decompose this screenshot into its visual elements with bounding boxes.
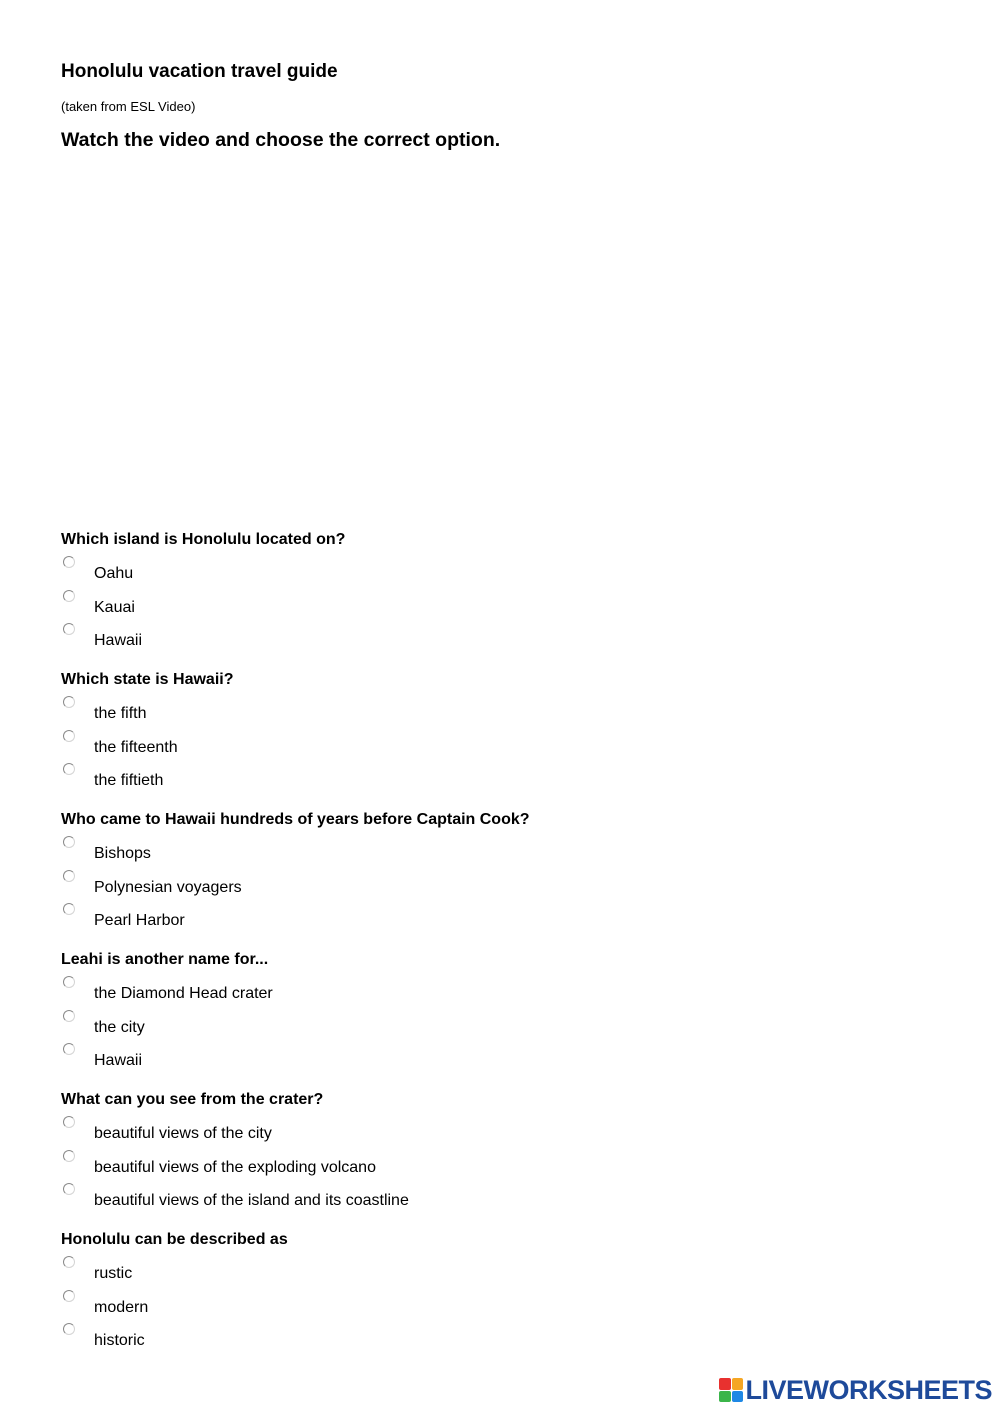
option-row [61,1286,961,1320]
option-row [61,866,961,900]
option-label[interactable]: the Diamond Head crater [94,985,273,1002]
radio-button[interactable] [63,590,75,602]
question-text: Honolulu can be described as [61,1231,288,1248]
option-row [61,619,961,653]
radio-button[interactable] [63,763,75,775]
logo-square-red [719,1378,731,1390]
option-label[interactable]: beautiful views of the island and its coastline [94,1192,409,1210]
radio-button[interactable] [63,1290,75,1302]
option-label[interactable]: modern [94,1298,149,1316]
option-label[interactable]: Bishops [94,845,151,862]
radio-button[interactable] [63,696,75,708]
radio-button[interactable] [63,870,75,882]
radio-button[interactable] [63,903,75,915]
option-label[interactable]: rustic [94,1265,133,1282]
radio-button[interactable] [63,1183,75,1195]
option-row [61,1039,961,1073]
liveworksheets-logo [719,1375,992,1405]
question-1 [61,530,961,670]
option-label[interactable]: the fiftieth [94,772,164,790]
option-row [61,1179,961,1213]
option-row [61,1112,961,1146]
option-label[interactable]: Polynesian voyagers [94,878,242,896]
question-text: Who came to Hawaii hundreds of years before Captain Cook? [61,811,530,828]
option-label[interactable]: Kauai [94,598,135,616]
radio-button[interactable] [63,1010,75,1022]
question-text: Which state is Hawaii? [61,671,234,688]
option-row [61,692,961,726]
radio-button[interactable] [63,976,75,988]
radio-button[interactable] [63,1256,75,1268]
radio-button[interactable] [63,730,75,742]
question-text: Leahi is another name for... [61,951,269,968]
question-text: Which island is Honolulu located on? [61,531,346,548]
option-label[interactable]: Oahu [94,565,134,582]
option-label[interactable]: historic [94,1332,145,1350]
question-5 [61,1090,961,1230]
logo-square-green [719,1391,731,1403]
option-label[interactable]: the fifth [94,705,147,722]
option-row [61,726,961,760]
option-label[interactable]: the fifteenth [94,738,178,756]
option-row [61,552,961,586]
worksheet-title: Honolulu vacation travel guide [61,61,338,82]
question-2 [61,670,961,810]
radio-button[interactable] [63,1043,75,1055]
logo-square-orange [732,1378,744,1390]
logo-mark-icon [719,1378,743,1402]
video-placeholder [61,170,661,510]
option-label[interactable]: the city [94,1018,145,1036]
option-row [61,1252,961,1286]
radio-button[interactable] [63,1150,75,1162]
option-row [61,1146,961,1180]
question-text: What can you see from the crater? [61,1091,324,1108]
option-label[interactable]: Hawaii [94,1052,143,1070]
instruction-text: Watch the video and choose the correct option. [61,129,501,151]
option-row [61,972,961,1006]
logo-text: LIVEWORKSHEETS [745,1375,992,1405]
option-row [61,759,961,793]
option-row [61,1319,961,1353]
question-4 [61,950,961,1090]
radio-button[interactable] [63,623,75,635]
option-row [61,832,961,866]
option-label[interactable]: beautiful views of the city [94,1125,272,1142]
radio-button[interactable] [63,556,75,568]
option-label[interactable]: Pearl Harbor [94,912,185,930]
option-row [61,1006,961,1040]
question-6 [61,1230,961,1370]
option-label[interactable]: Hawaii [94,632,143,650]
source-note: (taken from ESL Video) [61,99,196,114]
radio-button[interactable] [63,1116,75,1128]
radio-button[interactable] [63,836,75,848]
radio-button[interactable] [63,1323,75,1335]
option-row [61,899,961,933]
option-row [61,586,961,620]
logo-square-blue [732,1391,744,1403]
question-3 [61,810,961,950]
option-label[interactable]: beautiful views of the exploding volcano [94,1158,376,1176]
question-list [61,530,961,1370]
